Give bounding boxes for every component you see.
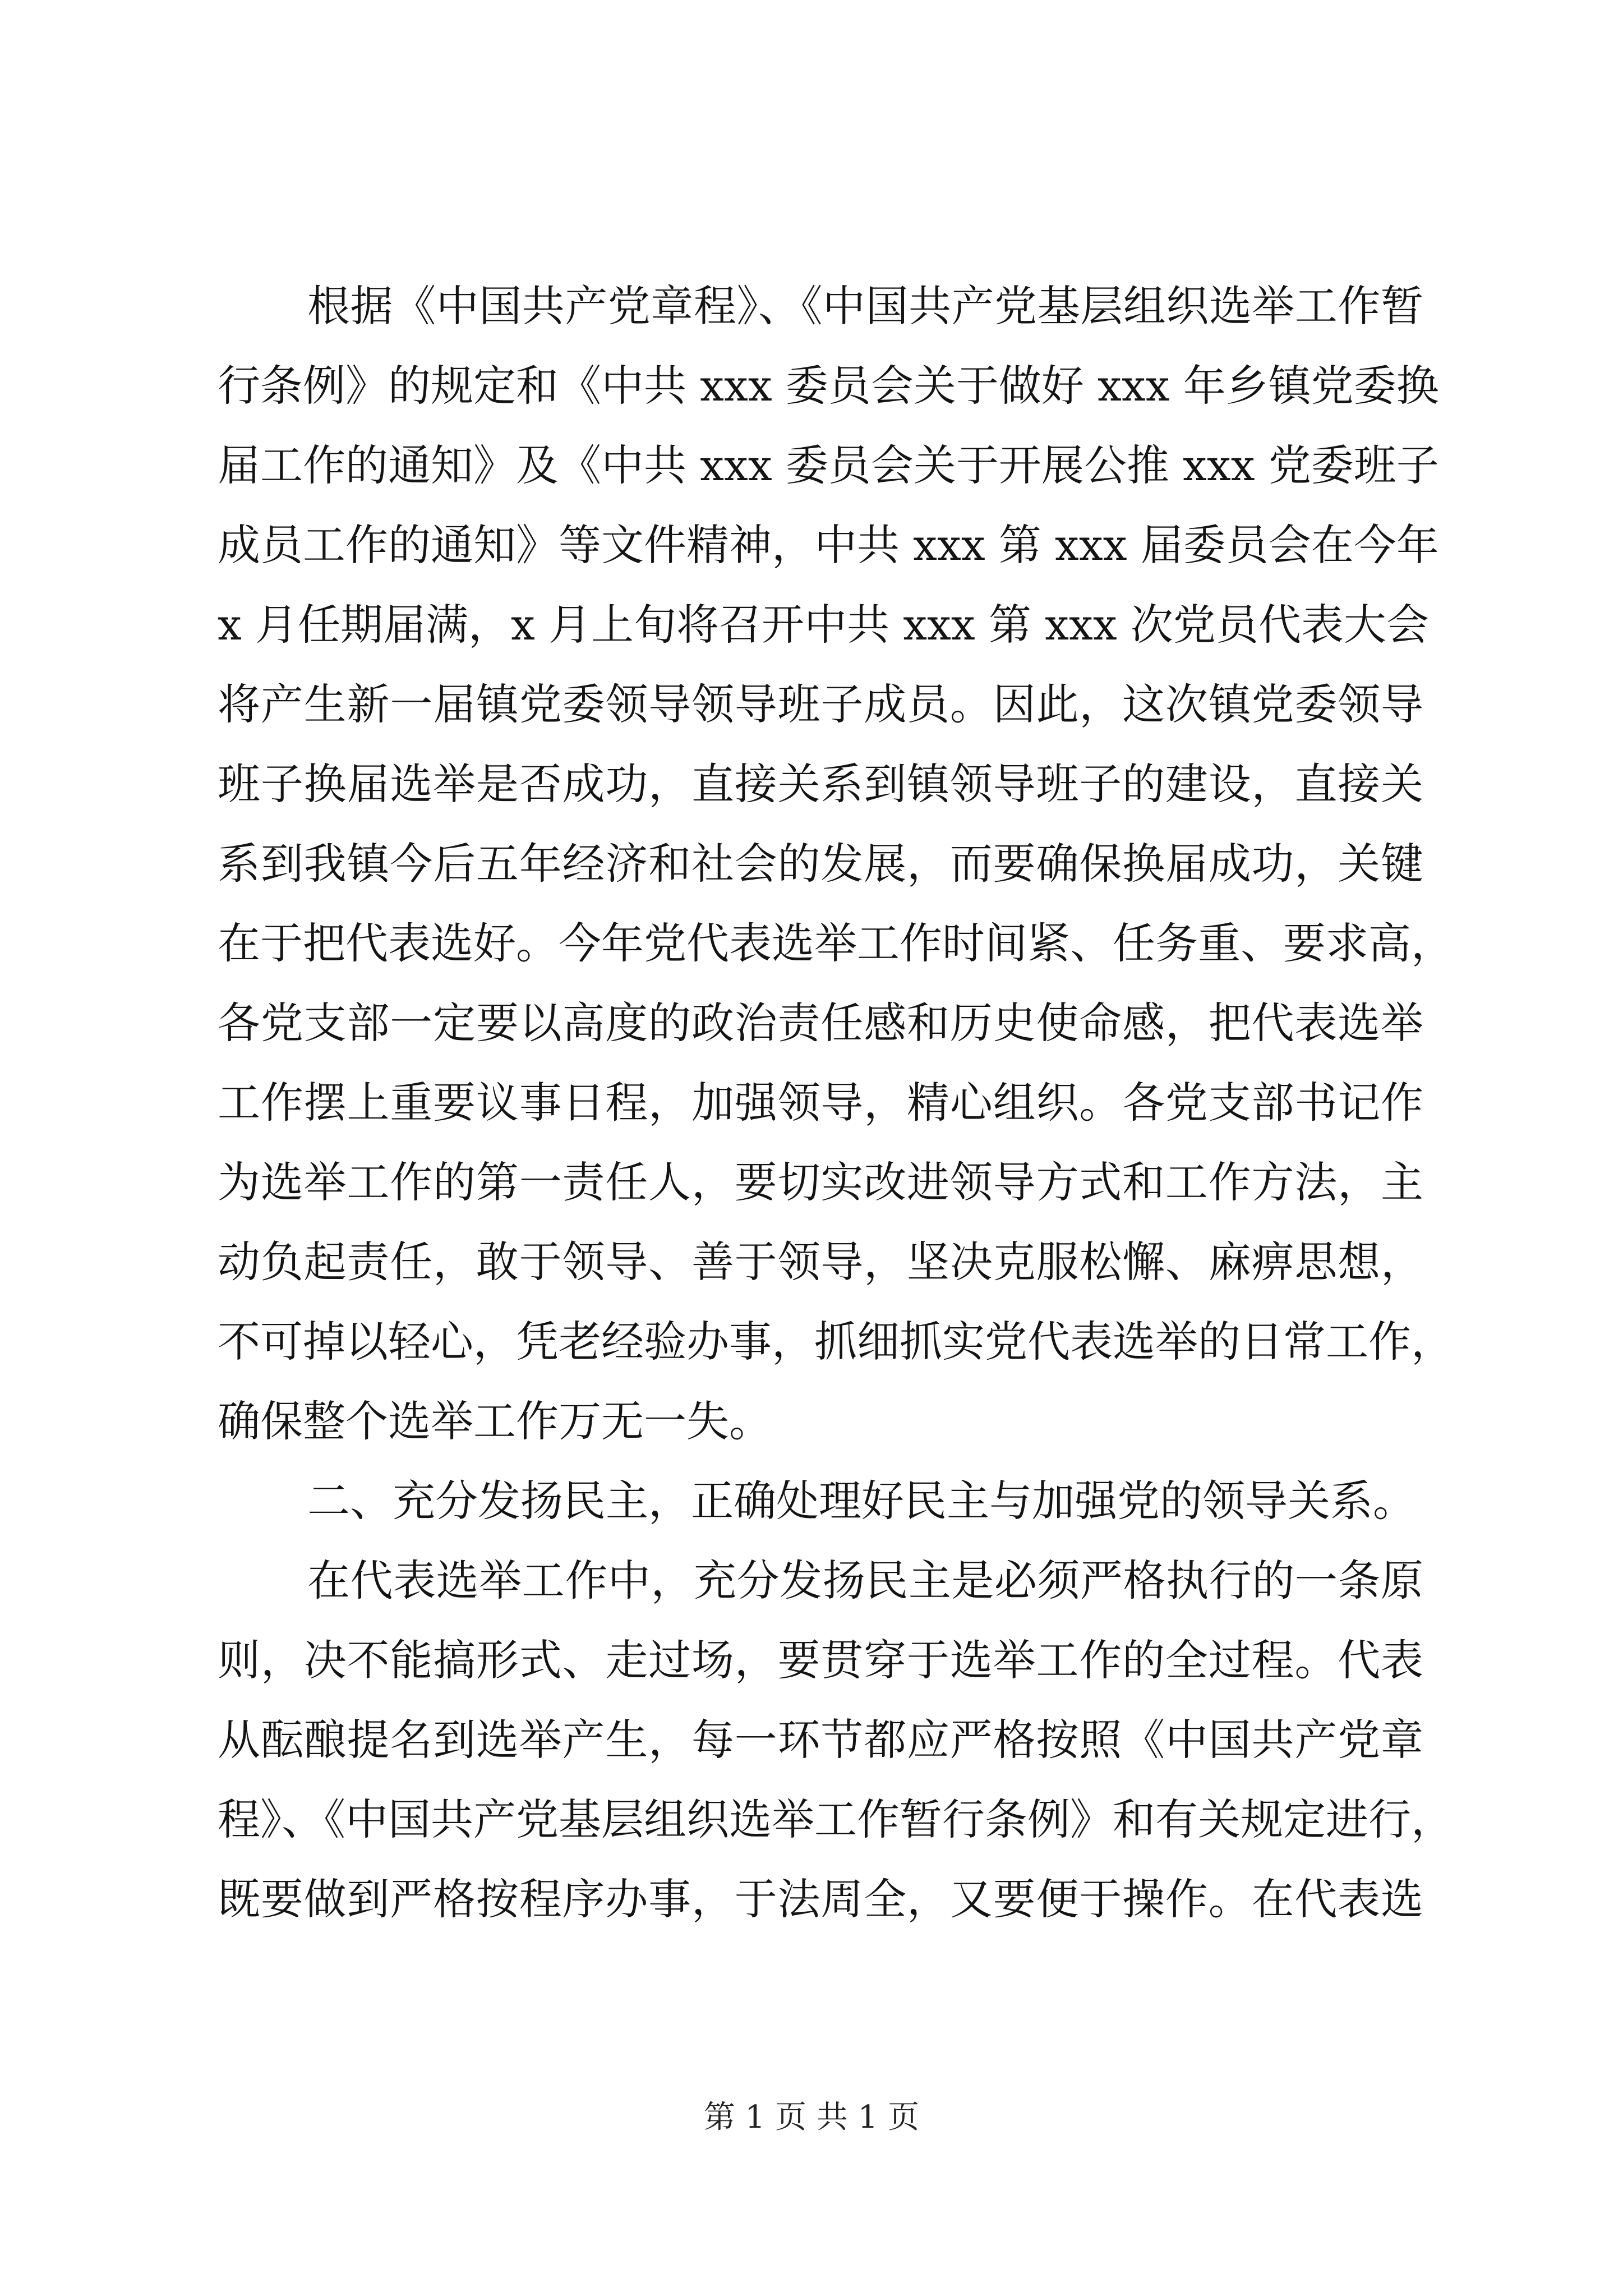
text-line: 则，决不能搞形式、走过场，要贯穿于选举工作的全过程。代表 — [218, 1635, 1423, 1685]
text-line: 各党支部一定要以高度的政治责任感和历史使命感，把代表选举 — [218, 998, 1423, 1048]
text-line: 动负起责任，敢于领导、善于领导，坚决克服松懈、麻痹思想， — [218, 1237, 1423, 1287]
text-line: 班子换届选举是否成功，直接关系到镇领导班子的建设，直接关 — [218, 759, 1423, 809]
text-line: 届工作的通知》及《中共 xxx 委员会关于开展公推 xxx 党委班子 — [218, 440, 1439, 490]
page-footer: 第 1 页 共 1 页 — [703, 2099, 920, 2136]
document-body — [218, 266, 1454, 1939]
text-line: 不可掉以轻心，凭老经验办事，抓细抓实党代表选举的日常工作， — [218, 1317, 1454, 1366]
text-line: 行条例》的规定和《中共 xxx 委员会关于做好 xxx 年乡镇党委换 — [218, 361, 1439, 411]
text-line: 在代表选举工作中，充分发扬民主是必须严格执行的一条原 — [307, 1556, 1423, 1605]
text-line: 在于把代表选好。今年党代表选举工作时间紧、任务重、要求高， — [218, 918, 1454, 968]
text-line: 二、充分发扬民主，正确处理好民主与加强党的领导关系。 — [307, 1476, 1415, 1526]
text-line: x 月任期届满，x 月上旬将召开中共 xxx 第 xxx 次党员代表大会 — [218, 600, 1429, 650]
text-line: 为选举工作的第一责任人，要切实改进领导方式和工作方法，主 — [218, 1157, 1423, 1207]
text-line: 工作摆上重要议事日程，加强领导，精心组织。各党支部书记作 — [218, 1078, 1423, 1128]
text-line: 程》、《中国共产党基层组织选举工作暂行条例》和有关规定进行， — [218, 1795, 1454, 1844]
text-line: 根据《中国共产党章程》、《中国共产党基层组织选举工作暂 — [307, 281, 1423, 331]
text-line: 成员工作的通知》等文件精神，中共 xxx 第 xxx 届委员会在今年 — [218, 520, 1439, 570]
text-line: 确保整个选举工作万无一失。 — [218, 1396, 772, 1446]
text-line: 既要做到严格按程序办事，于法周全，又要便于操作。在代表选 — [218, 1874, 1423, 1924]
text-line: 从酝酿提名到选举产生，每一环节都应严格按照《中国共产党章 — [218, 1715, 1423, 1765]
text-line: 系到我镇今后五年经济和社会的发展，而要确保换届成功，关键 — [218, 839, 1423, 889]
text-line: 将产生新一届镇党委领导领导班子成员。因此，这次镇党委领导 — [218, 679, 1423, 729]
